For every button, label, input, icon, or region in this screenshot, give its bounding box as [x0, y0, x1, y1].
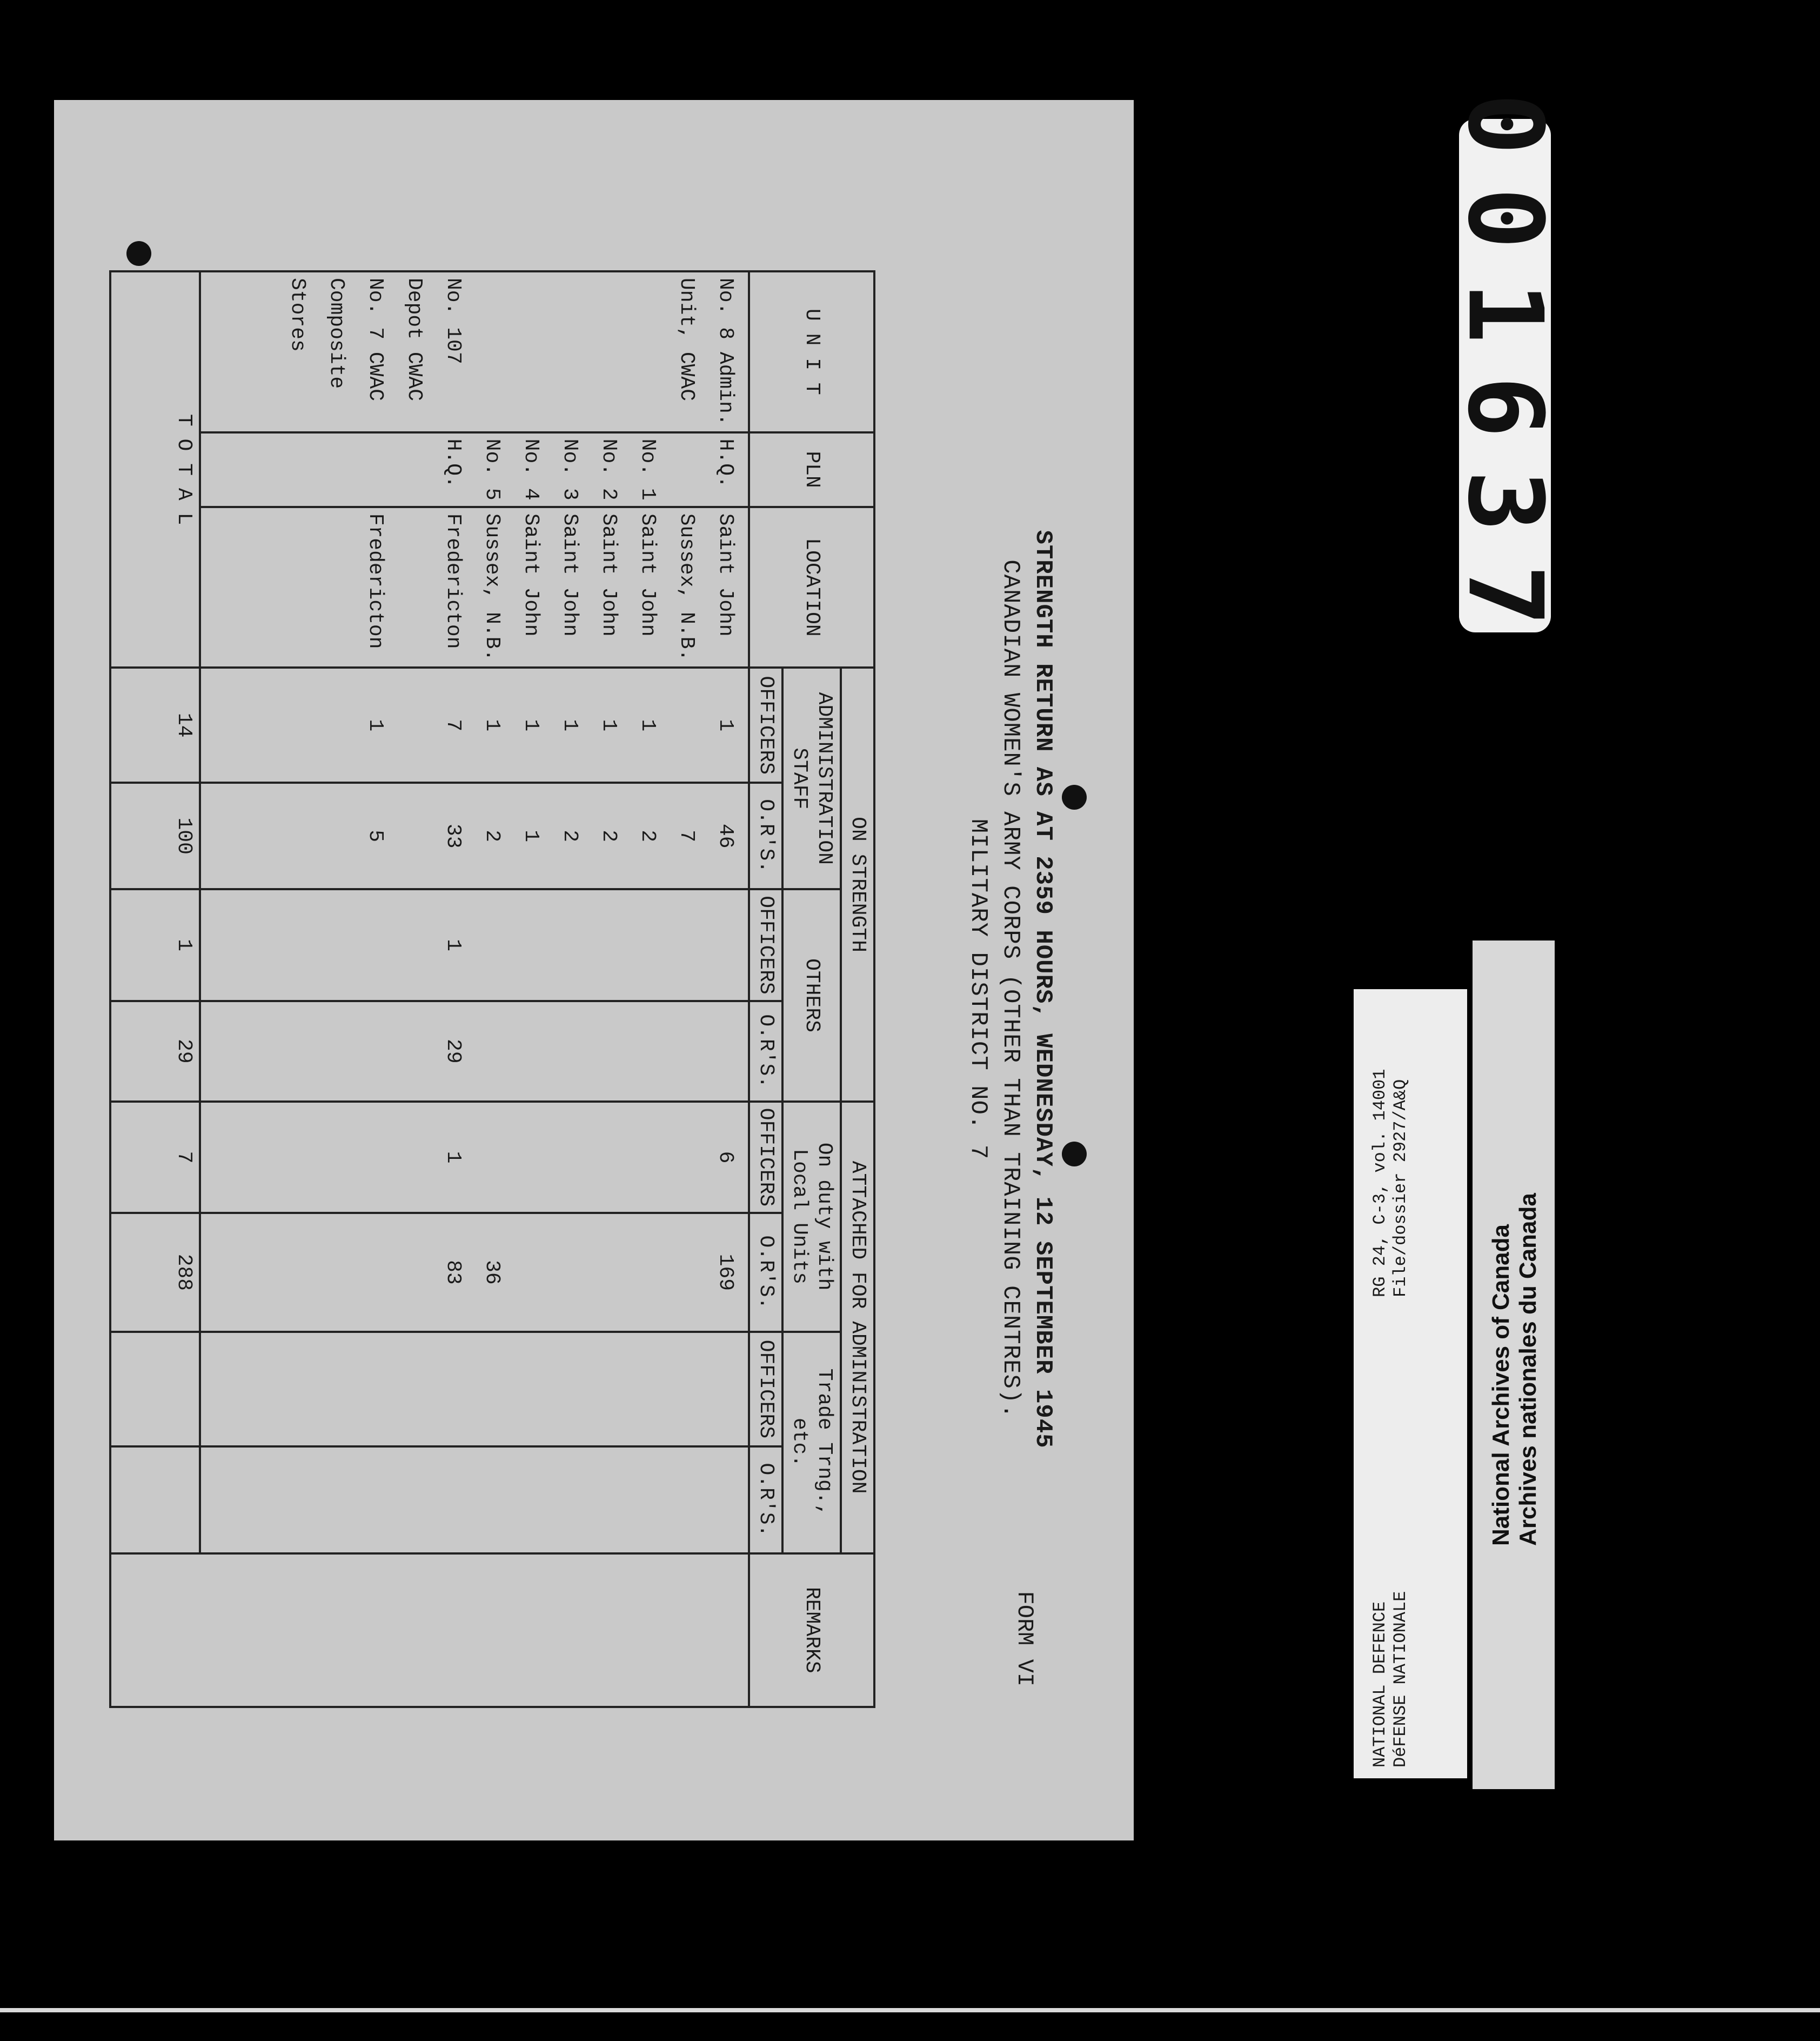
pln-cell: H.Q. — [441, 438, 465, 488]
pln-cell — [356, 439, 394, 501]
total-value: 14 — [110, 668, 200, 783]
value-cell: 6 — [714, 1151, 737, 1164]
value-cell: 33 — [441, 823, 465, 849]
punch-hole — [126, 241, 151, 266]
archive-dept-line: DéFENSE NATIONALE — [1390, 1591, 1410, 1767]
value-cell: 1 — [636, 719, 659, 732]
value-cell: 7 — [441, 719, 465, 732]
value-cell — [550, 1008, 589, 1095]
frame-number: 001637 — [1445, 92, 1565, 659]
value-cell: 2 — [558, 830, 581, 843]
punch-hole — [1062, 1142, 1087, 1166]
value-cell: 1 — [441, 939, 465, 951]
archive-name-label — [1473, 941, 1555, 1789]
header-trade: Trade Trng., etc. — [782, 1332, 841, 1553]
value-cell — [667, 1008, 706, 1095]
film-edge-line — [0, 2008, 1820, 2012]
archive-ref-line: RG 24, C-3, vol. 14001 — [1370, 1069, 1390, 1297]
trade-ors-column — [200, 1446, 749, 1553]
document-titles — [962, 270, 1059, 1708]
unit-text: No. 7 CWAC — [364, 278, 387, 402]
value-cell — [550, 896, 589, 994]
value-cell: 1 — [364, 719, 387, 732]
location-cell: Saint John — [597, 513, 620, 637]
value-cell — [511, 896, 550, 994]
title-line-1: STRENGTH RETURN AS AT 2359 HOURS, WEDNESDAY, 12 SEPTEMBER 1945 — [1029, 530, 1056, 1449]
unit-text: Stores — [286, 278, 309, 352]
frame-number-stamp — [1445, 92, 1565, 659]
value-cell: 1 — [480, 719, 504, 732]
archive-ref-line: File/dossier 2927/A&Q — [1390, 1079, 1410, 1297]
value-cell — [472, 1108, 511, 1206]
header-attached: ATTACHED FOR ADMINISTRATION — [841, 1102, 874, 1553]
value-cell: 2 — [636, 830, 659, 843]
value-cell — [628, 896, 667, 994]
archive-name-line: Archives nationales du Canada — [1515, 1193, 1541, 1546]
total-value: 29 — [110, 1001, 200, 1102]
duty-officers-column — [200, 1102, 749, 1213]
total-value: 100 — [110, 783, 200, 889]
header-ors: O.R'S. — [749, 1001, 782, 1102]
value-cell — [394, 1108, 433, 1206]
duty-ors-column — [200, 1213, 749, 1331]
remarks-column — [110, 1553, 749, 1707]
value-cell — [589, 1108, 628, 1206]
total-row — [110, 271, 200, 1707]
value-cell — [472, 896, 511, 994]
value-cell — [394, 896, 433, 994]
value-cell — [394, 1219, 433, 1325]
value-cell — [550, 1108, 589, 1206]
unit-text: Depot CWAC — [403, 278, 426, 402]
location-cell: Sussex, N.B. — [675, 513, 698, 662]
title-line-2: CANADIAN WOMEN'S ARMY CORPS (OTHER THAN TRAINING CENTRES). — [997, 559, 1024, 1419]
value-cell — [667, 896, 706, 994]
unit-text: Composite — [325, 278, 348, 389]
value-cell: 2 — [597, 830, 620, 843]
punch-hole — [1062, 785, 1087, 810]
value-cell: 169 — [714, 1253, 737, 1291]
value-cell — [589, 896, 628, 994]
archive-reference-label — [1354, 989, 1467, 1778]
strength-table — [109, 270, 875, 1708]
value-cell: 1 — [597, 719, 620, 732]
location-cell: Saint John — [519, 513, 543, 637]
header-location: LOCATION — [749, 507, 874, 668]
trade-officers-column — [200, 1332, 749, 1447]
value-cell — [394, 674, 433, 776]
pln-cell: No. 1 — [636, 438, 659, 501]
value-cell — [356, 1108, 394, 1206]
pln-cell: No. 2 — [597, 438, 620, 501]
header-ors: O.R'S. — [749, 783, 782, 889]
header-ors: O.R'S. — [749, 1446, 782, 1553]
value-cell — [472, 1008, 511, 1095]
archive-dept-line: NATIONAL DEFENCE — [1370, 1601, 1390, 1767]
value-cell: 1 — [714, 719, 737, 732]
pln-cell — [667, 439, 706, 501]
value-cell: 83 — [441, 1260, 465, 1285]
others-ors-column — [200, 1001, 749, 1102]
location-cell: Saint John — [636, 513, 659, 637]
value-cell — [511, 1008, 550, 1095]
location-cell: Fredericton — [364, 513, 387, 649]
header-officers: OFFICERS — [749, 1332, 782, 1447]
pln-cell: No. 5 — [480, 438, 504, 501]
unit-text: No. 107 — [441, 278, 465, 364]
form-number: FORM VI — [1012, 1591, 1038, 1686]
admin-ors-column — [200, 783, 749, 889]
value-cell: 1 — [519, 719, 543, 732]
total-value: 1 — [110, 889, 200, 1001]
total-value: 288 — [110, 1213, 200, 1331]
location-cell: Saint John — [714, 513, 737, 637]
pln-column — [200, 432, 749, 507]
header-on-strength: ON STRENGTH — [841, 668, 874, 1101]
value-cell — [394, 1008, 433, 1095]
admin-officers-column — [200, 668, 749, 783]
location-cell: Saint John — [558, 513, 581, 637]
value-cell: 1 — [558, 719, 581, 732]
value-cell — [550, 1219, 589, 1325]
total-label: T O T A L — [110, 271, 200, 668]
value-cell — [589, 1008, 628, 1095]
value-cell — [667, 1108, 706, 1206]
pln-cell: H.Q. — [714, 438, 737, 488]
value-cell — [511, 1219, 550, 1325]
value-cell — [511, 1108, 550, 1206]
value-cell — [356, 1219, 394, 1325]
location-cell: Sussex, N.B. — [480, 513, 504, 662]
pln-cell: No. 4 — [519, 438, 543, 501]
pln-cell: No. 3 — [558, 438, 581, 501]
value-cell — [394, 789, 433, 883]
value-cell — [667, 1219, 706, 1325]
value-cell: 1 — [519, 830, 543, 843]
header-remarks: REMARKS — [749, 1553, 874, 1707]
pln-cell — [394, 439, 433, 501]
value-cell — [706, 1008, 745, 1095]
value-cell — [706, 896, 745, 994]
total-value: 7 — [110, 1102, 200, 1213]
header-officers: OFFICERS — [749, 889, 782, 1001]
value-cell: 1 — [441, 1151, 465, 1164]
header-officers: OFFICERS — [749, 1102, 782, 1213]
header-admin-staff: ADMINISTRATION STAFF — [782, 668, 841, 889]
unit-column — [200, 271, 749, 432]
header-ors: O.R'S. — [749, 1213, 782, 1331]
location-cell: Fredericton — [441, 513, 465, 649]
header-pln: PLN — [749, 432, 874, 507]
value-cell — [667, 674, 706, 776]
value-cell: 36 — [480, 1260, 504, 1285]
others-officers-column — [200, 889, 749, 1001]
value-cell: 7 — [675, 830, 698, 843]
header-on-duty: On duty with Local Units — [782, 1102, 841, 1332]
location-column — [200, 507, 749, 668]
value-cell — [589, 1219, 628, 1325]
value-cell — [628, 1108, 667, 1206]
unit-text: Unit, CWAC — [675, 278, 698, 402]
value-cell: 29 — [441, 1038, 465, 1064]
archive-name-line: National Archives of Canada — [1488, 1224, 1514, 1546]
unit-text: No. 8 Admin. — [714, 278, 737, 426]
header-others: OTHERS — [782, 889, 841, 1102]
value-cell — [356, 1008, 394, 1095]
value-cell — [628, 1008, 667, 1095]
location-cell — [394, 513, 433, 662]
value-cell: 46 — [714, 823, 737, 849]
value-cell: 2 — [480, 830, 504, 843]
header-unit: U N I T — [749, 271, 874, 432]
value-cell — [356, 896, 394, 994]
value-cell — [628, 1219, 667, 1325]
title-line-3: MILITARY DISTRICT NO. 7 — [965, 818, 992, 1160]
rotated-document — [32, 270, 1081, 1708]
header-officers: OFFICERS — [749, 668, 782, 783]
value-cell: 5 — [364, 830, 387, 843]
